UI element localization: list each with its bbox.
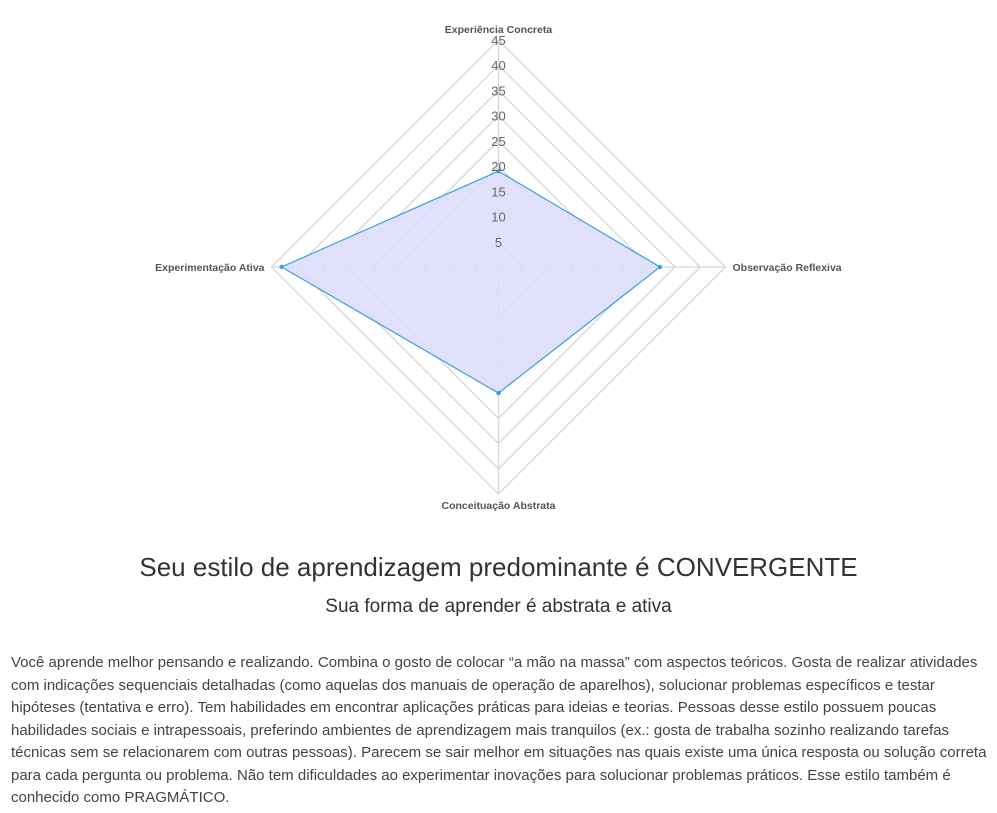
tick-label: 15	[491, 184, 506, 200]
tick-label: 40	[491, 58, 506, 74]
axis-label: Observação Reflexiva	[732, 262, 842, 274]
result-subtitle: Sua forma de aprender é abstrata e ativa	[325, 596, 672, 617]
tick-label: 25	[491, 133, 506, 149]
tick-label: 5	[494, 234, 503, 250]
data-point	[279, 265, 283, 269]
axis-label: Experimentação Ativa	[155, 262, 265, 274]
tick-label: 35	[491, 83, 506, 99]
series-area	[282, 171, 660, 393]
axis-label: Conceituação Abstrata	[441, 500, 556, 512]
tick-label: 10	[491, 209, 506, 225]
data-point	[496, 391, 500, 395]
tick-label: 20	[491, 159, 506, 175]
tick-label: 45	[491, 33, 506, 48]
data-point	[658, 265, 662, 269]
result-description: Você aprende melhor pensando e realizando. Combina o gosto de colocar “a mão na massa” com aspectos teóricos. Gosta de realizar atividades com indicações sequenciais detalhadas (como aquelas dos manuais de operação de aparelhos), solucionar problemas específicos e testar hipóteses (tentativa e erro). Tem habilidades em encontrar aplicações práticas para ideias e teorias. Pessoas desse estilo possuem poucas habilidades sociais e intrapessoais, preferindo ambientes de aprendizagem mais tranquilos (ex.: gosta de trabalha sozinho realizando tarefas técnicas sem se relacionarem com outras pessoas). Parecem se sair melhor em situações nas quais existe uma única resposta ou solução correta para cada pergunta ou problema. Não tem dificuldades ao experimentar inovações para solucionar problemas práticos. Esse estilo também é conhecido como PRAGMÁTICO.	[11, 654, 987, 806]
tick-label: 30	[491, 108, 506, 124]
result-title: Seu estilo de aprendizagem predominante é CONVERGENTE	[139, 552, 858, 582]
axis-label: Experiência Concreta	[444, 24, 553, 36]
